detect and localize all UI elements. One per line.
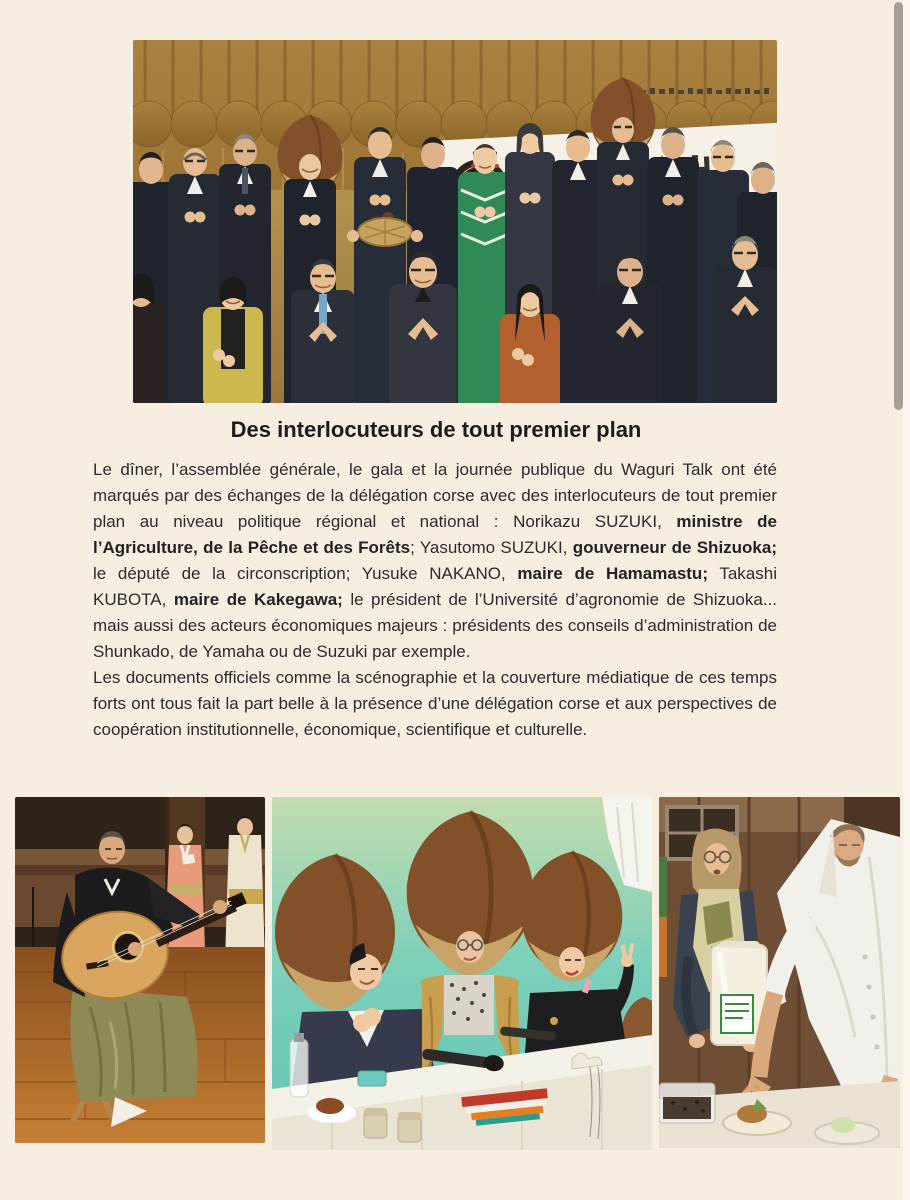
article-body xyxy=(93,457,777,743)
scrollbar-thumb[interactable] xyxy=(894,2,903,410)
stage-group-photo xyxy=(133,40,777,403)
page-right-margin xyxy=(903,0,910,1200)
chef-cooking-art xyxy=(659,797,900,1148)
paragraph-2: Les documents officiels comme la scénographie et la couverture médiatique de ces temps forts ont tous fait la part belle à la présence d’une délégation corse et aux perspectives de coopération institutionnelle, économique, scientifique et culturelle. xyxy=(93,668,777,739)
panel-chestnut-hats-photo xyxy=(272,797,652,1150)
paragraph-1: Le dîner, l’assemblée générale, le gala et la journée publique du Waguri Talk ont été marqués par des échanges de la délégation corse avec des interlocuteurs de tout premier plan au niveau politique régional et national : Norikazu SUZUKI, ministre de l’Agriculture, de la Pêche et des Forêts; Yasutomo SUZUKI, gouverneur de Shizuoka; le député de la circonscription; Yusuke NAKANO, maire de Hamamastu; Takashi KUBOTA, maire de Kakegawa; le président de l’Université d’agronomie de Shizuoka... mais aussi des acteurs économiques majeurs : présidents des conseils d’administration de Shunkado, de Yamaha ou de Suzuki par exemple. xyxy=(93,460,778,661)
guitar-performance-art xyxy=(15,797,265,1143)
guitar-performance-photo xyxy=(15,797,265,1143)
article-heading: Des interlocuteurs de tout premier plan xyxy=(230,417,642,442)
stage-group-photo-art xyxy=(133,40,777,403)
kimono-woman-cream xyxy=(225,816,265,962)
panel-chestnut-hats-art xyxy=(272,797,652,1150)
plating-table xyxy=(659,1081,900,1148)
chef-cooking-photo xyxy=(659,797,900,1148)
